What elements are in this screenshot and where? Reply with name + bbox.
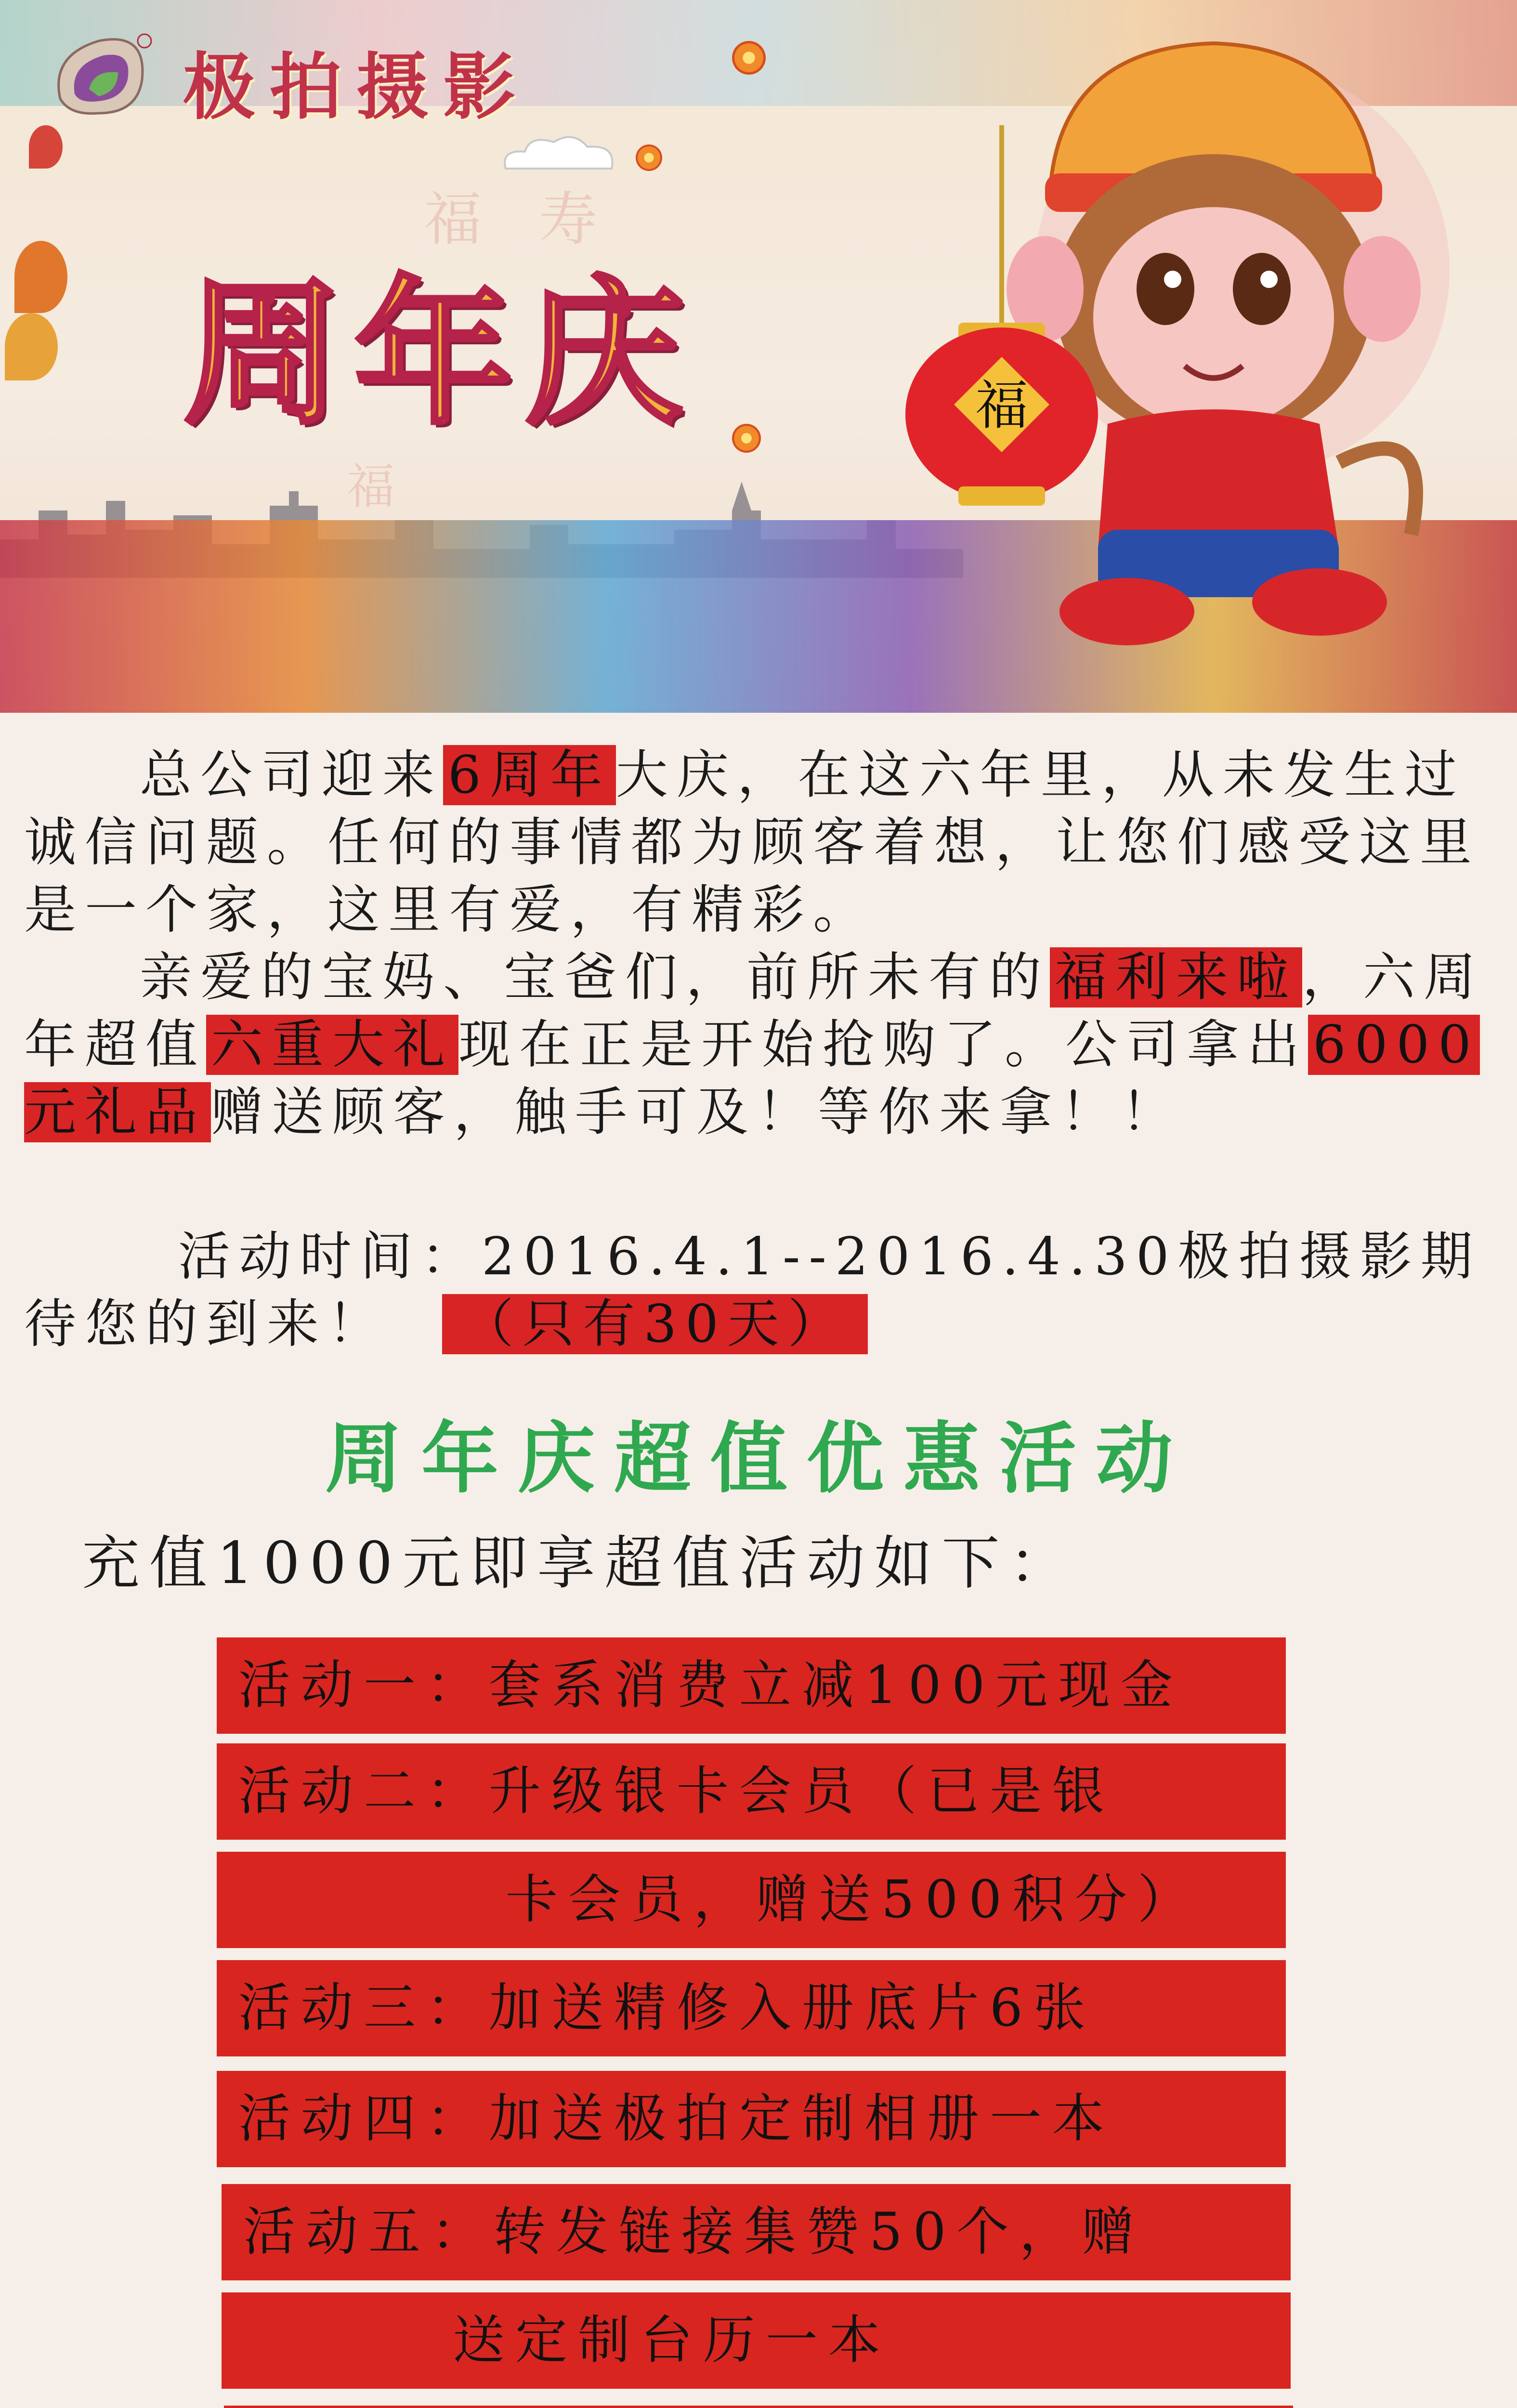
highlight-benefits: 福利来啦 [1050, 947, 1302, 1008]
activity-2-line-2: 卡会员，赠送500积分） [217, 1852, 1286, 1948]
flower-decoration [636, 144, 662, 171]
background-pattern-char: 福 [424, 186, 482, 253]
event-time-paragraph [24, 1223, 1498, 1358]
lantern-fu-char: 福 [975, 375, 1028, 436]
highlight-six-gifts: 六重大礼 [206, 1015, 458, 1075]
leaf-decoration [14, 241, 67, 313]
intro-text: 大庆，在这六年里，从未发生过诚信问题。任何的事情都为顾客着想，让您们感受这里是一个家，这里有爱，有精彩。 [24, 745, 1481, 940]
background-pattern-char: 福 [347, 458, 395, 515]
promo-heading: 周年庆超值优惠活动 [325, 1413, 1192, 1504]
intro-text: 赠送顾客，触手可及！等你来拿！！ [211, 1082, 1182, 1142]
flower-decoration [732, 41, 766, 75]
leaf-decoration [29, 125, 63, 169]
activity-2-line-1: 活动二：升级银卡会员（已是银 [217, 1743, 1286, 1840]
cloud-icon [496, 130, 621, 183]
highlight-6000-gifts: 6000元礼品 [24, 1015, 1480, 1142]
intro-text: 总公司迎来 [140, 745, 444, 805]
event-time-text: 活动时间：2016.4.1--2016.4.30极拍摄影期待您的到来！ [24, 1227, 1481, 1354]
monkey-mascot-icon [905, 29, 1459, 665]
flower-decoration [732, 424, 761, 453]
intro-paragraph-1 [24, 742, 1498, 944]
activity-6-line-1 [224, 2406, 1293, 2408]
intro-text: 现在正是开始抢购了。公司拿出 [458, 1015, 1308, 1075]
activity-1: 活动一：套系消费立减100元现金 [217, 1637, 1286, 1734]
background-pattern-char: 寿 [539, 186, 597, 253]
brand-name: 极拍摄影 [183, 45, 530, 130]
activity-5-line-1: 活动五：转发链接集赞50个，赠 [222, 2184, 1291, 2280]
activity-4: 活动四：加送极拍定制相册一本 [217, 2071, 1286, 2167]
recharge-intro: 充值1000元即享超值活动如下： [82, 1530, 1077, 1597]
highlight-30-days: （只有30天） [442, 1294, 867, 1354]
intro-text: ，六周年超值 [24, 947, 1485, 1075]
intro-paragraph-2 [24, 944, 1498, 1146]
leaf-decoration [5, 313, 58, 380]
brand-logo-icon [46, 26, 157, 123]
banner-title: 周年庆 [183, 260, 696, 446]
highlight-6-years: 6周年 [443, 745, 616, 805]
activity-3: 活动三：加送精修入册底片6张 [217, 1960, 1286, 2056]
anniversary-banner [0, 0, 1517, 713]
intro-text: 亲爱的宝妈、宝爸们，前所未有的 [140, 947, 1050, 1008]
activity-5-line-2: 送定制台历一本 [222, 2292, 1291, 2389]
